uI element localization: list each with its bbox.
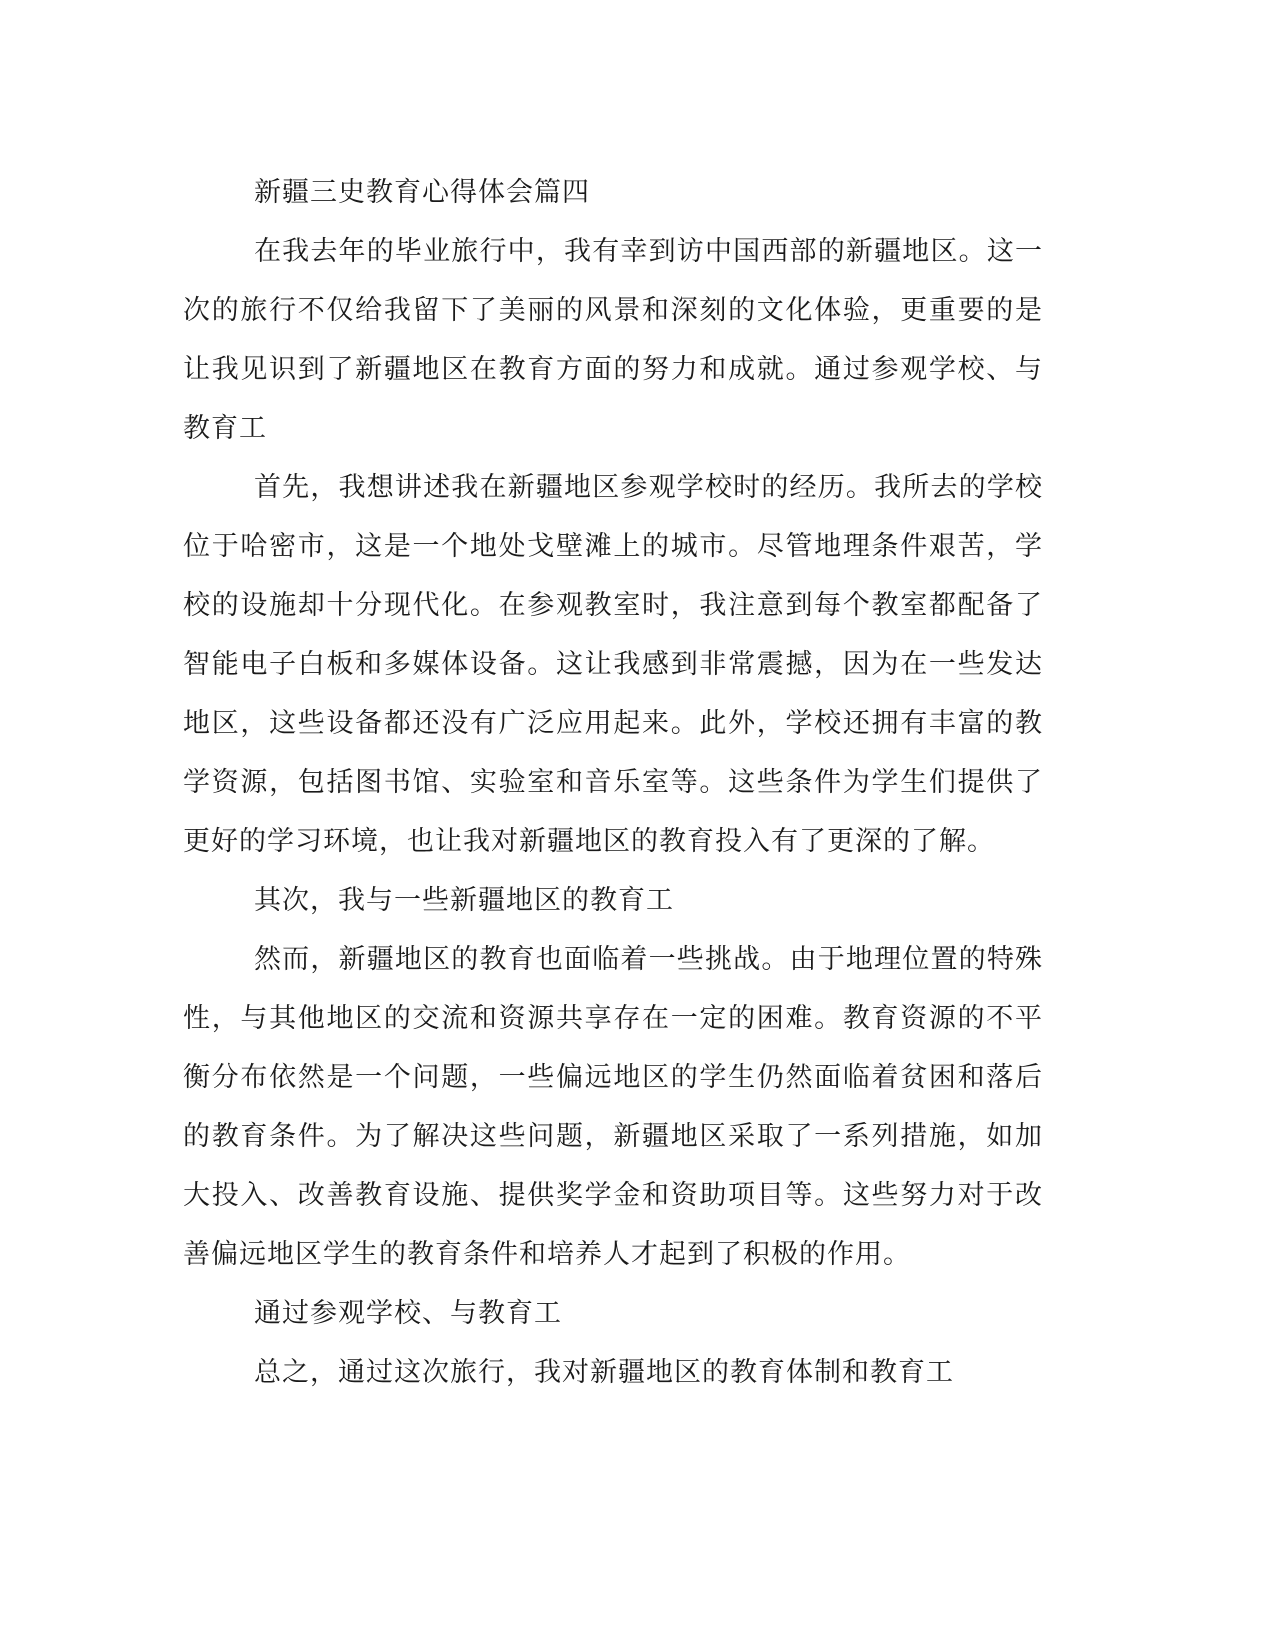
- paragraph-challenges: 然而，新疆地区的教育也面临着一些挑战。由于地理位置的特殊性，与其他地区的交流和资源共享存在一定的困难。教育资源的不平衡分布依然是一个问题，一些偏远地区的学生仍然面临着贫困和落后的教育条件。为了解决这些问题，新疆地区采取了一系列措施，如加大投入、改善教育设施、提供奖学金和资助项目等。这些努力对于改善偏远地区学生的教育条件和培养人才起到了积极的作用。: [183, 944, 1043, 1270]
- paragraph-visit: 通过参观学校、与教育工: [254, 1298, 562, 1329]
- paragraph-intro: 在我去年的毕业旅行中，我有幸到访中国西部的新疆地区。这一次的旅行不仅给我留下了美丽的风景和深刻的文化体验，更重要的是让我见识到了新疆地区在教育方面的努力和成就。通过参观学校、与教育工: [183, 236, 1043, 444]
- document-body: [183, 163, 1043, 1402]
- paragraph-second: 其次，我与一些新疆地区的教育工: [254, 885, 674, 916]
- paragraph-conclusion: 总之，通过这次旅行，我对新疆地区的教育体制和教育工: [254, 1357, 954, 1388]
- paragraph-first: 首先，我想讲述我在新疆地区参观学校时的经历。我所去的学校位于哈密市，这是一个地处戈壁滩上的城市。尽管地理条件艰苦，学校的设施却十分现代化。在参观教室时，我注意到每个教室都配备了智能电子白板和多媒体设备。这让我感到非常震撼，因为在一些发达地区，这些设备都还没有广泛应用起来。此外，学校还拥有丰富的教学资源，包括图书馆、实验室和音乐室等。这些条件为学生们提供了更好的学习环境，也让我对新疆地区的教育投入有了更深的了解。: [183, 472, 1043, 857]
- paragraph-title: 新疆三史教育心得体会篇四: [254, 177, 590, 208]
